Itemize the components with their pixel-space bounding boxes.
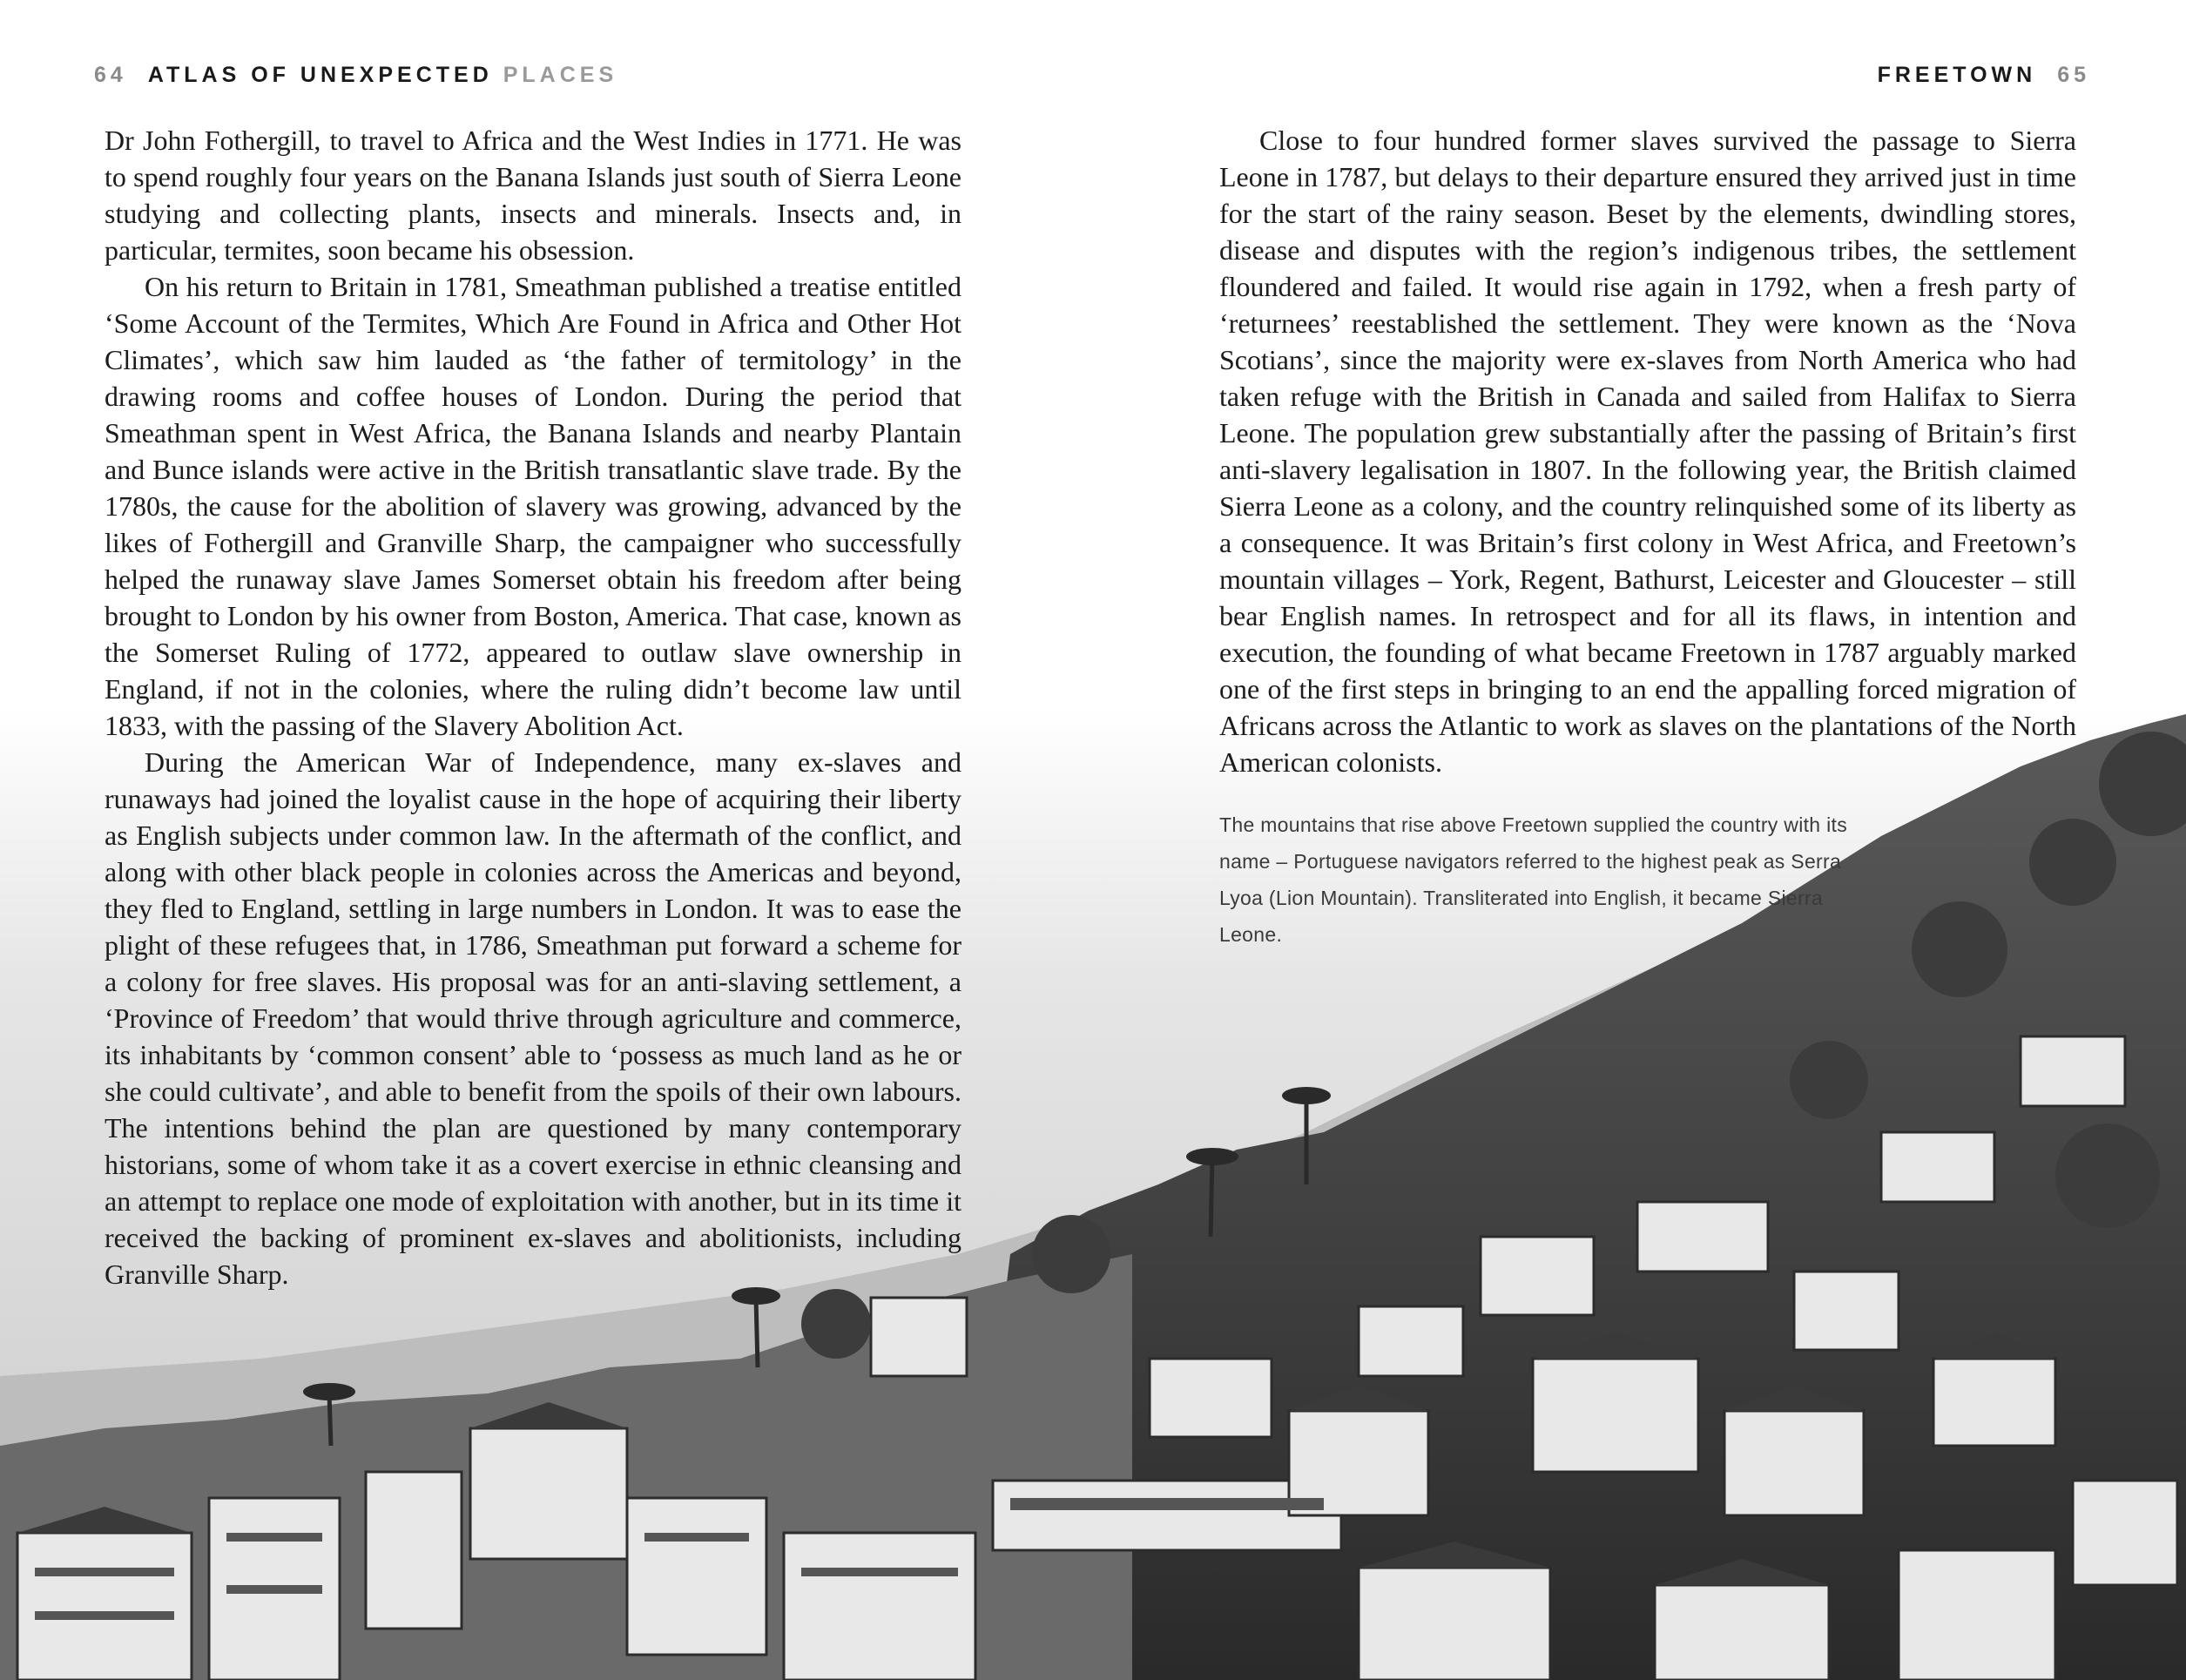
right-body-text — [1219, 122, 2076, 780]
left-page-number: 64 — [94, 62, 127, 87]
photo-caption: The mountains that rise above Freetown supplied the country with its name – Portuguese navigators referred to the highest peak as Serra Lyoa (Lion Mountain). Transliterated into English, it became Sierra Leone. — [1219, 813, 1847, 946]
right-running-head — [1878, 57, 2090, 92]
book-title-light: PLACES — [503, 62, 618, 87]
chapter-title: FREETOWN — [1877, 62, 2037, 87]
left-body-text — [105, 122, 961, 1292]
book-title-dark: ATLAS OF UNEXPECTED — [147, 62, 493, 87]
paragraph: Dr John Fothergill, to travel to Africa and the West Indies in 1771. He was to spend roughly four years on the Banana Islands just south of Sierra Leone studying and collecting plants, insects and minerals. Insects and, in particular, termites, soon became his obsession. — [105, 125, 961, 266]
paragraph: During the American War of Independence, many ex-slaves and runaways had joined the loyalist cause in the hope of acquiring their liberty as English subjects under common law. In the aftermath of the conflict, and along with other black people in colonies across the Americas and beyond, they fled to England, settling in large numbers in London. It was to ease the plight of these refugees that, in 1786, Smeathman put forward a scheme for a colony for free slaves. His proposal was for an anti-slaving settlement, a ‘Province of Freedom’ that would thrive through agriculture and commerce, its inhabitants by ‘common consent’ able to ‘possess as much land as he or she could cultivate’, and able to benefit from the spoils of their own labours. The intentions behind the plan are questioned by many contemporary historians, some of whom take it as a covert exercise in ethnic cleansing and an attempt to replace one mode of exploitation with another, but in its time it received the backing of prominent ex-slaves and abolitionists, including Granville Sharp. — [105, 746, 961, 1290]
left-running-head — [94, 57, 617, 92]
paragraph: Close to four hundred former slaves survived the passage to Sierra Leone in 1787, but delays to their departure ensured they arrived just in time for the start of the rainy season. Beset by the elements, dwindling stores, disease and disputes with the region’s indigenous tribes, the settlement floundered and failed. It would rise again in 1792, when a fresh party of ‘returnees’ reestablished the settlement. They were known as the ‘Nova Scotians’, since the majority were ex-slaves from North America who had taken refuge with the British in Canada and sailed from Halifax to Sierra Leone. The population grew substantially after the passing of Britain’s first anti-slavery legalisation in 1807. In the following year, the British claimed Sierra Leone as a colony, and the country relinquished some of its liberty as a consequence. It was Britain’s first colony in West Africa, and Freetown’s mountain villages – York, Regent, Bathurst, Leicester and Gloucester – still bear English names. In retrospect and for all its flaws, in intention and execution, the founding of what became Freetown in 1787 arguably marked one of the first steps in bringing to an end the appalling forced migration of Africans across the Atlantic to work as slaves on the plantations of the North American colonists. — [1219, 125, 2076, 778]
paragraph: On his return to Britain in 1781, Smeathman published a treatise entitled ‘Some Account of the Termites, Which Are Found in Africa and Other Hot Climates’, which saw him lauded as ‘the father of termitology’ in the drawing rooms and coffee houses of London. During the period that Smeathman spent in West Africa, the Banana Islands and nearby Plantain and Bunce islands were active in the British transatlantic slave trade. By the 1780s, the cause for the abolition of slavery was growing, advanced by the likes of Fothergill and Granville Sharp, the campaigner who successfully helped the runaway slave James Somerset obtain his freedom after being brought to London by his owner from Boston, America. That case, known as the Somerset Ruling of 1772, appeared to outlaw slave ownership in England, if not in the colonies, where the ruling didn’t become law until 1833, with the passing of the Slavery Abolition Act. — [105, 271, 961, 741]
right-page-number: 65 — [2057, 62, 2090, 87]
book-title — [148, 63, 617, 88]
